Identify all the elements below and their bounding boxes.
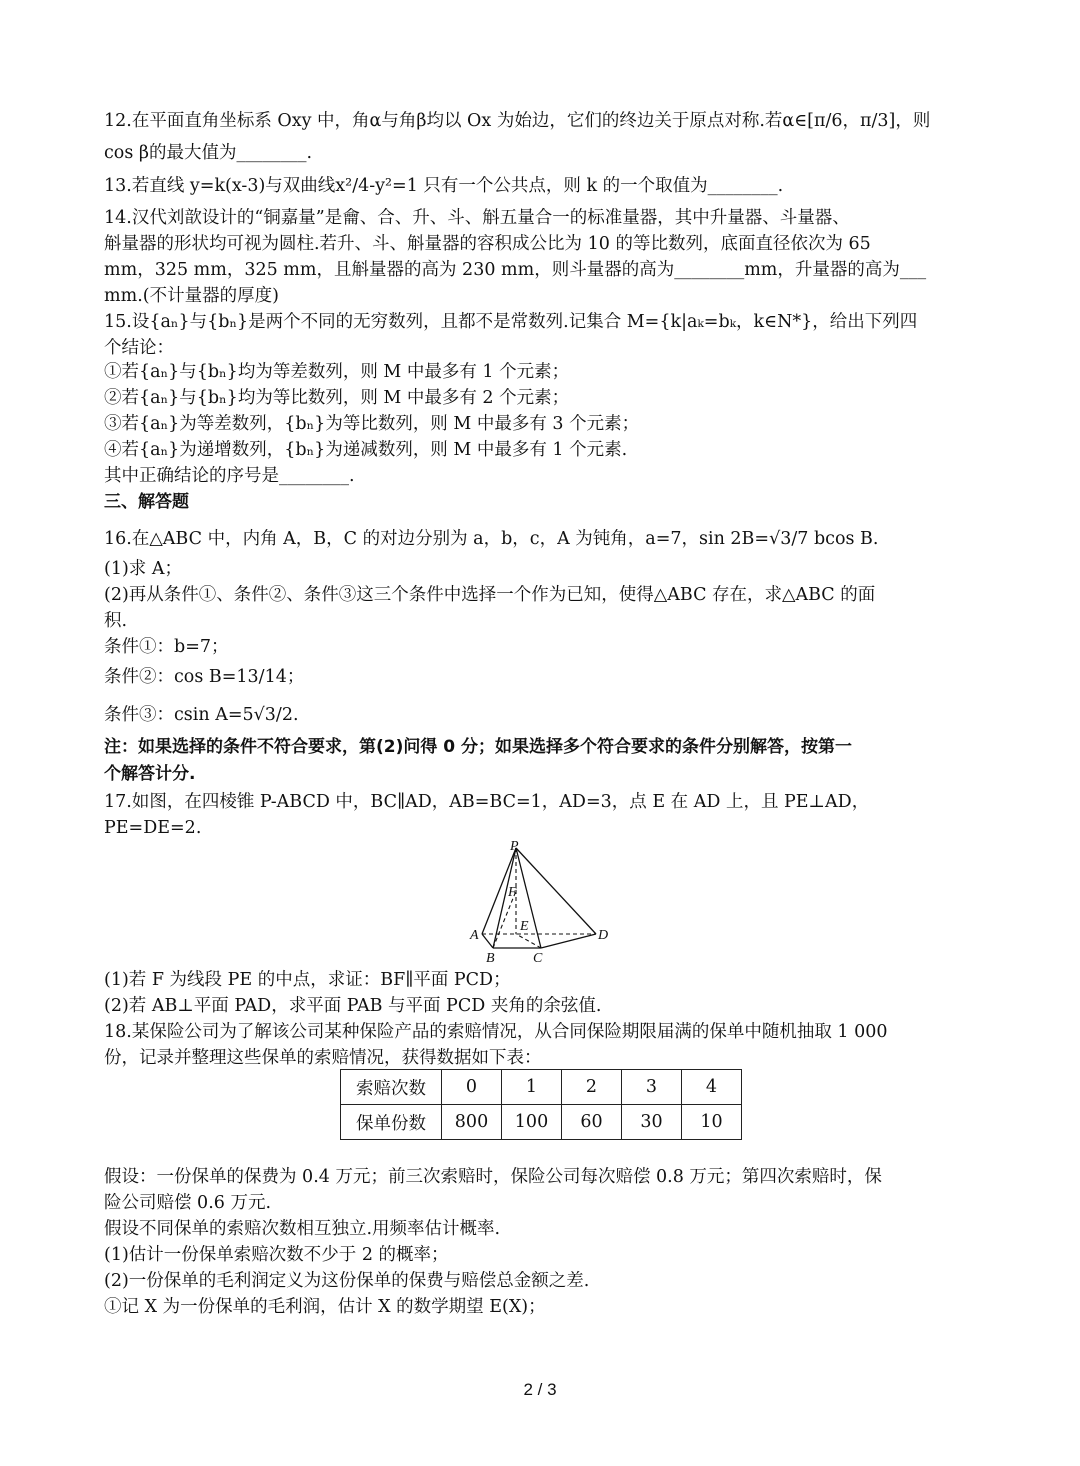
q16-condition3: 条件③：csin A=5√3/2. (104, 705, 299, 725)
q17-line2: PE=DE=2. (104, 818, 202, 838)
table-cell: 800 (442, 1105, 502, 1140)
q14-line4: mm.(不计量器的厚度) (104, 286, 279, 306)
q18-part1: (1)估计一份保单索赔次数不少于 2 的概率； (104, 1245, 449, 1265)
q18-assumption1: 假设：一份保单的保费为 0.4 万元；前三次索赔时，保险公司每次赔偿 0.8 万元；第四次索赔时，保 (104, 1167, 882, 1187)
label-B: B (486, 951, 495, 966)
label-P: P (510, 839, 519, 854)
q17-part1: (1)若 F 为线段 PE 的中点，求证：BF∥平面 PCD； (104, 970, 511, 990)
table-row (341, 1105, 742, 1140)
q14-line1: 14.汉代刘歆设计的“铜嘉量”是龠、合、升、斗、斛五量合一的标准量器，其中升量器、斗量器、 (104, 208, 850, 228)
q14-line2: 斛量器的形状均可视为圆柱.若升、斗、斛量器的容积成公比为 10 的等比数列，底面直径依次为 65 (104, 234, 871, 254)
q18-assumption3: 假设不同保单的索赔次数相互独立.用频率估计概率. (104, 1219, 501, 1239)
pyramid-figure (466, 838, 616, 966)
q14-line3: mm，325 mm，325 mm，且斛量器的高为 230 mm，则斗量器的高为________mm，升量器的高为___ (104, 260, 927, 280)
table-header-claims: 索赔次数 (341, 1070, 442, 1105)
q15-claim4: ④若{aₙ}为递增数列，{bₙ}为递减数列，则 M 中最多有 1 个元素. (104, 440, 628, 460)
q16-condition1: 条件①：b=7； (104, 637, 229, 657)
label-C: C (533, 951, 543, 966)
q15-claim3: ③若{aₙ}为等差数列，{bₙ}为等比数列，则 M 中最多有 3 个元素； (104, 414, 640, 434)
label-A: A (470, 928, 479, 943)
q16-note-line2: 个解答计分. (104, 764, 196, 784)
table-row (341, 1070, 742, 1105)
page-number: 2 / 3 (523, 1380, 557, 1399)
q16-part2-line2: 积. (104, 611, 128, 631)
q18-part2: (2)一份保单的毛利润定义为这份保单的保费与赔偿总金额之差. (104, 1271, 590, 1291)
q12-line1: 12.在平面直角坐标系 Oxy 中，角α与角β均以 Ox 为始边，它们的终边关于原点对称.若α∈[π/6，π/3]，则 (104, 111, 931, 131)
q15-claim1: ①若{aₙ}与{bₙ}均为等差数列，则 M 中最多有 1 个元素； (104, 362, 570, 382)
table-cell: 1 (502, 1070, 562, 1105)
q16-note-line1: 注：如果选择的条件不符合要求，第(2)问得 0 分；如果选择多个符合要求的条件分别解答，按第一 (104, 737, 853, 757)
table-cell: 4 (682, 1070, 742, 1105)
table-header-policies: 保单份数 (341, 1105, 442, 1140)
table-cell: 0 (442, 1070, 502, 1105)
table-cell: 100 (502, 1105, 562, 1140)
q15-claim2: ②若{aₙ}与{bₙ}均为等比数列，则 M 中最多有 2 个元素； (104, 388, 570, 408)
label-D: D (598, 928, 609, 943)
table-cell: 2 (562, 1070, 622, 1105)
q18-part2-sub1: ①记 X 为一份保单的毛利润，估计 X 的数学期望 E(X)； (104, 1297, 546, 1317)
table-cell: 30 (622, 1105, 682, 1140)
q12-line2: cos β的最大值为________. (104, 143, 313, 163)
q16-line1: 16.在△ABC 中，内角 A，B，C 的对边分别为 a，b，c，A 为钝角，a=7，sin 2B=√3/7 bcos B. (104, 529, 879, 549)
q13-line: 13.若直线 y=k(x-3)与双曲线x²/4-y²=1 只有一个公共点，则 k 的一个取值为________. (104, 176, 784, 196)
q16-part2-line1: (2)再从条件①、条件②、条件③这三个条件中选择一个作为已知，使得△ABC 存在，求△ABC 的面 (104, 585, 876, 605)
q18-line2: 份，记录并整理这些保单的索赔情况，获得数据如下表： (104, 1048, 542, 1068)
label-E: E (520, 919, 529, 934)
table-cell: 3 (622, 1070, 682, 1105)
q15-line2: 个结论： (104, 338, 174, 358)
q18-line1: 18.某保险公司为了解该公司某种保险产品的索赔情况，从合同保险期限届满的保单中随机抽取 1 000 (104, 1022, 888, 1042)
table-cell: 60 (562, 1105, 622, 1140)
q17-part2: (2)若 AB⊥平面 PAD，求平面 PAB 与平面 PCD 夹角的余弦值. (104, 996, 602, 1016)
label-F: F (508, 885, 517, 900)
q16-condition2: 条件②：cos B=13/14； (104, 667, 305, 687)
claims-table (340, 1069, 742, 1140)
q15-question: 其中正确结论的序号是________. (104, 466, 355, 486)
section-heading: 三、解答题 (104, 492, 189, 512)
q18-assumption2: 险公司赔偿 0.6 万元. (104, 1193, 272, 1213)
q16-part1: (1)求 A； (104, 559, 182, 579)
table-cell: 10 (682, 1105, 742, 1140)
q17-line1: 17.如图，在四棱锥 P-ABCD 中，BC∥AD，AB=BC=1，AD=3，点 E 在 AD 上，且 PE⊥AD， (104, 792, 870, 812)
q15-line1: 15.设{aₙ}与{bₙ}是两个不同的无穷数列，且都不是常数列.记集合 M={k|aₖ=bₖ，k∈N*}，给出下列四 (104, 312, 918, 332)
